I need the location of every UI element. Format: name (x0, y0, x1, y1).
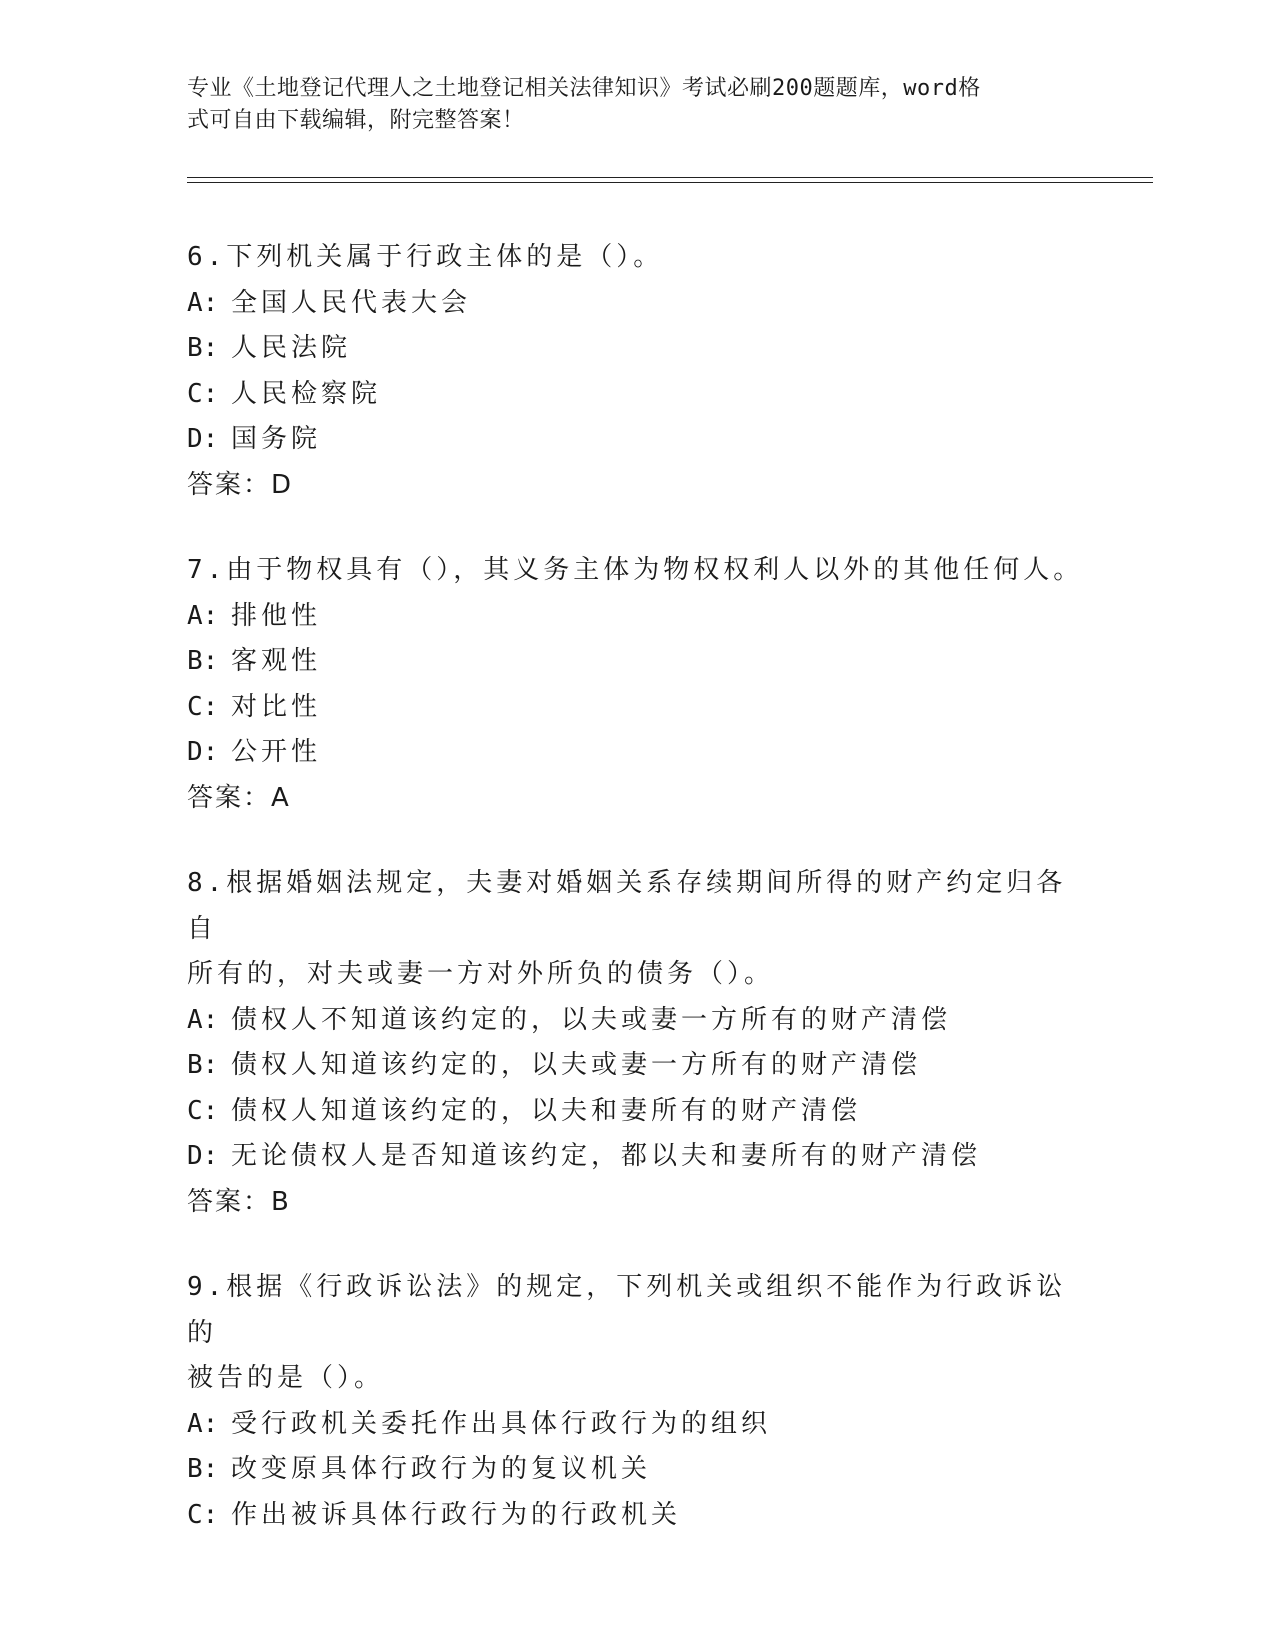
option-letter: A: (187, 600, 219, 631)
option-letter: C: (187, 378, 219, 409)
question-stem-line: 6.下列机关属于行政主体的是（）。 (187, 242, 664, 272)
option-row (187, 417, 1087, 463)
option-text: 公开性 (231, 737, 322, 767)
option-text: 作出被诉具体行政行为的行政机关 (231, 1499, 682, 1530)
option-row (187, 281, 1087, 327)
option-row (187, 372, 1087, 418)
option-row (187, 1493, 1087, 1539)
question-stem-line: 被告的是（）。 (187, 1363, 385, 1393)
option-text: 人民检察院 (231, 378, 382, 409)
option-text: 债权人知道该约定的，以夫和妻所有的财产清偿 (231, 1095, 862, 1126)
option-row (187, 1134, 1087, 1180)
option-letter: D: (187, 1141, 219, 1171)
option-text: 对比性 (231, 691, 322, 722)
option-row (187, 1447, 1087, 1493)
header-line-1: 专业《土地登记代理人之土地登记相关法律知识》考试必刷200题题库，word格 (187, 76, 981, 101)
option-letter: A: (187, 1408, 219, 1439)
option-letter: C: (187, 691, 219, 722)
header-line-2: 式可自由下载编辑，附完整答案！ (187, 108, 525, 133)
option-row (187, 685, 1087, 731)
document-header (187, 73, 1067, 137)
question-list (187, 235, 1087, 1578)
question-stem-line: 8.根据婚姻法规定，夫妻对婚姻关系存续期间所得的财产约定归各自 (187, 868, 1067, 944)
option-text: 国务院 (231, 424, 322, 454)
option-text: 无论债权人是否知道该约定，都以夫和妻所有的财产清偿 (231, 1141, 982, 1171)
option-row (187, 326, 1087, 372)
option-row (187, 639, 1087, 685)
question-stem-line: 所有的，对夫或妻一方对外所负的债务（）。 (187, 959, 775, 989)
question-block (187, 1265, 1087, 1538)
option-text: 债权人不知道该约定的，以夫或妻一方所有的财产清偿 (231, 1004, 952, 1035)
question-block (187, 861, 1087, 1225)
option-row (187, 998, 1087, 1044)
answer-line: 答案：B (187, 1186, 291, 1217)
question-stem-line: 9.根据《行政诉讼法》的规定，下列机关或组织不能作为行政诉讼的 (187, 1272, 1067, 1348)
option-letter: C: (187, 1499, 219, 1530)
option-letter: C: (187, 1095, 219, 1126)
option-text: 受行政机关委托作出具体行政行为的组织 (231, 1408, 772, 1439)
option-text: 全国人民代表大会 (231, 287, 472, 318)
answer-line: 答案：A (187, 782, 291, 813)
option-letter: A: (187, 287, 219, 318)
question-block (187, 235, 1087, 508)
option-row (187, 1043, 1087, 1089)
option-letter: A: (187, 1004, 219, 1035)
option-text: 改变原具体行政行为的复议机关 (231, 1454, 652, 1484)
option-letter: B: (187, 333, 219, 363)
header-divider-top (187, 177, 1153, 178)
option-letter: B: (187, 1454, 219, 1484)
option-text: 人民法院 (231, 333, 352, 363)
option-row (187, 1402, 1087, 1448)
header-divider-bottom (187, 182, 1153, 183)
option-text: 客观性 (231, 646, 322, 676)
option-row (187, 1089, 1087, 1135)
option-letter: B: (187, 1050, 219, 1080)
option-text: 排他性 (231, 600, 322, 631)
option-row (187, 594, 1087, 640)
option-letter: D: (187, 424, 219, 454)
option-letter: B: (187, 646, 219, 676)
answer-line: 答案：D (187, 469, 294, 500)
option-row (187, 730, 1087, 776)
question-block (187, 548, 1087, 821)
option-letter: D: (187, 737, 219, 767)
option-text: 债权人知道该约定的，以夫或妻一方所有的财产清偿 (231, 1050, 922, 1080)
question-stem-line: 7.由于物权具有（），其义务主体为物权权利人以外的其他任何人。 (187, 555, 1084, 585)
